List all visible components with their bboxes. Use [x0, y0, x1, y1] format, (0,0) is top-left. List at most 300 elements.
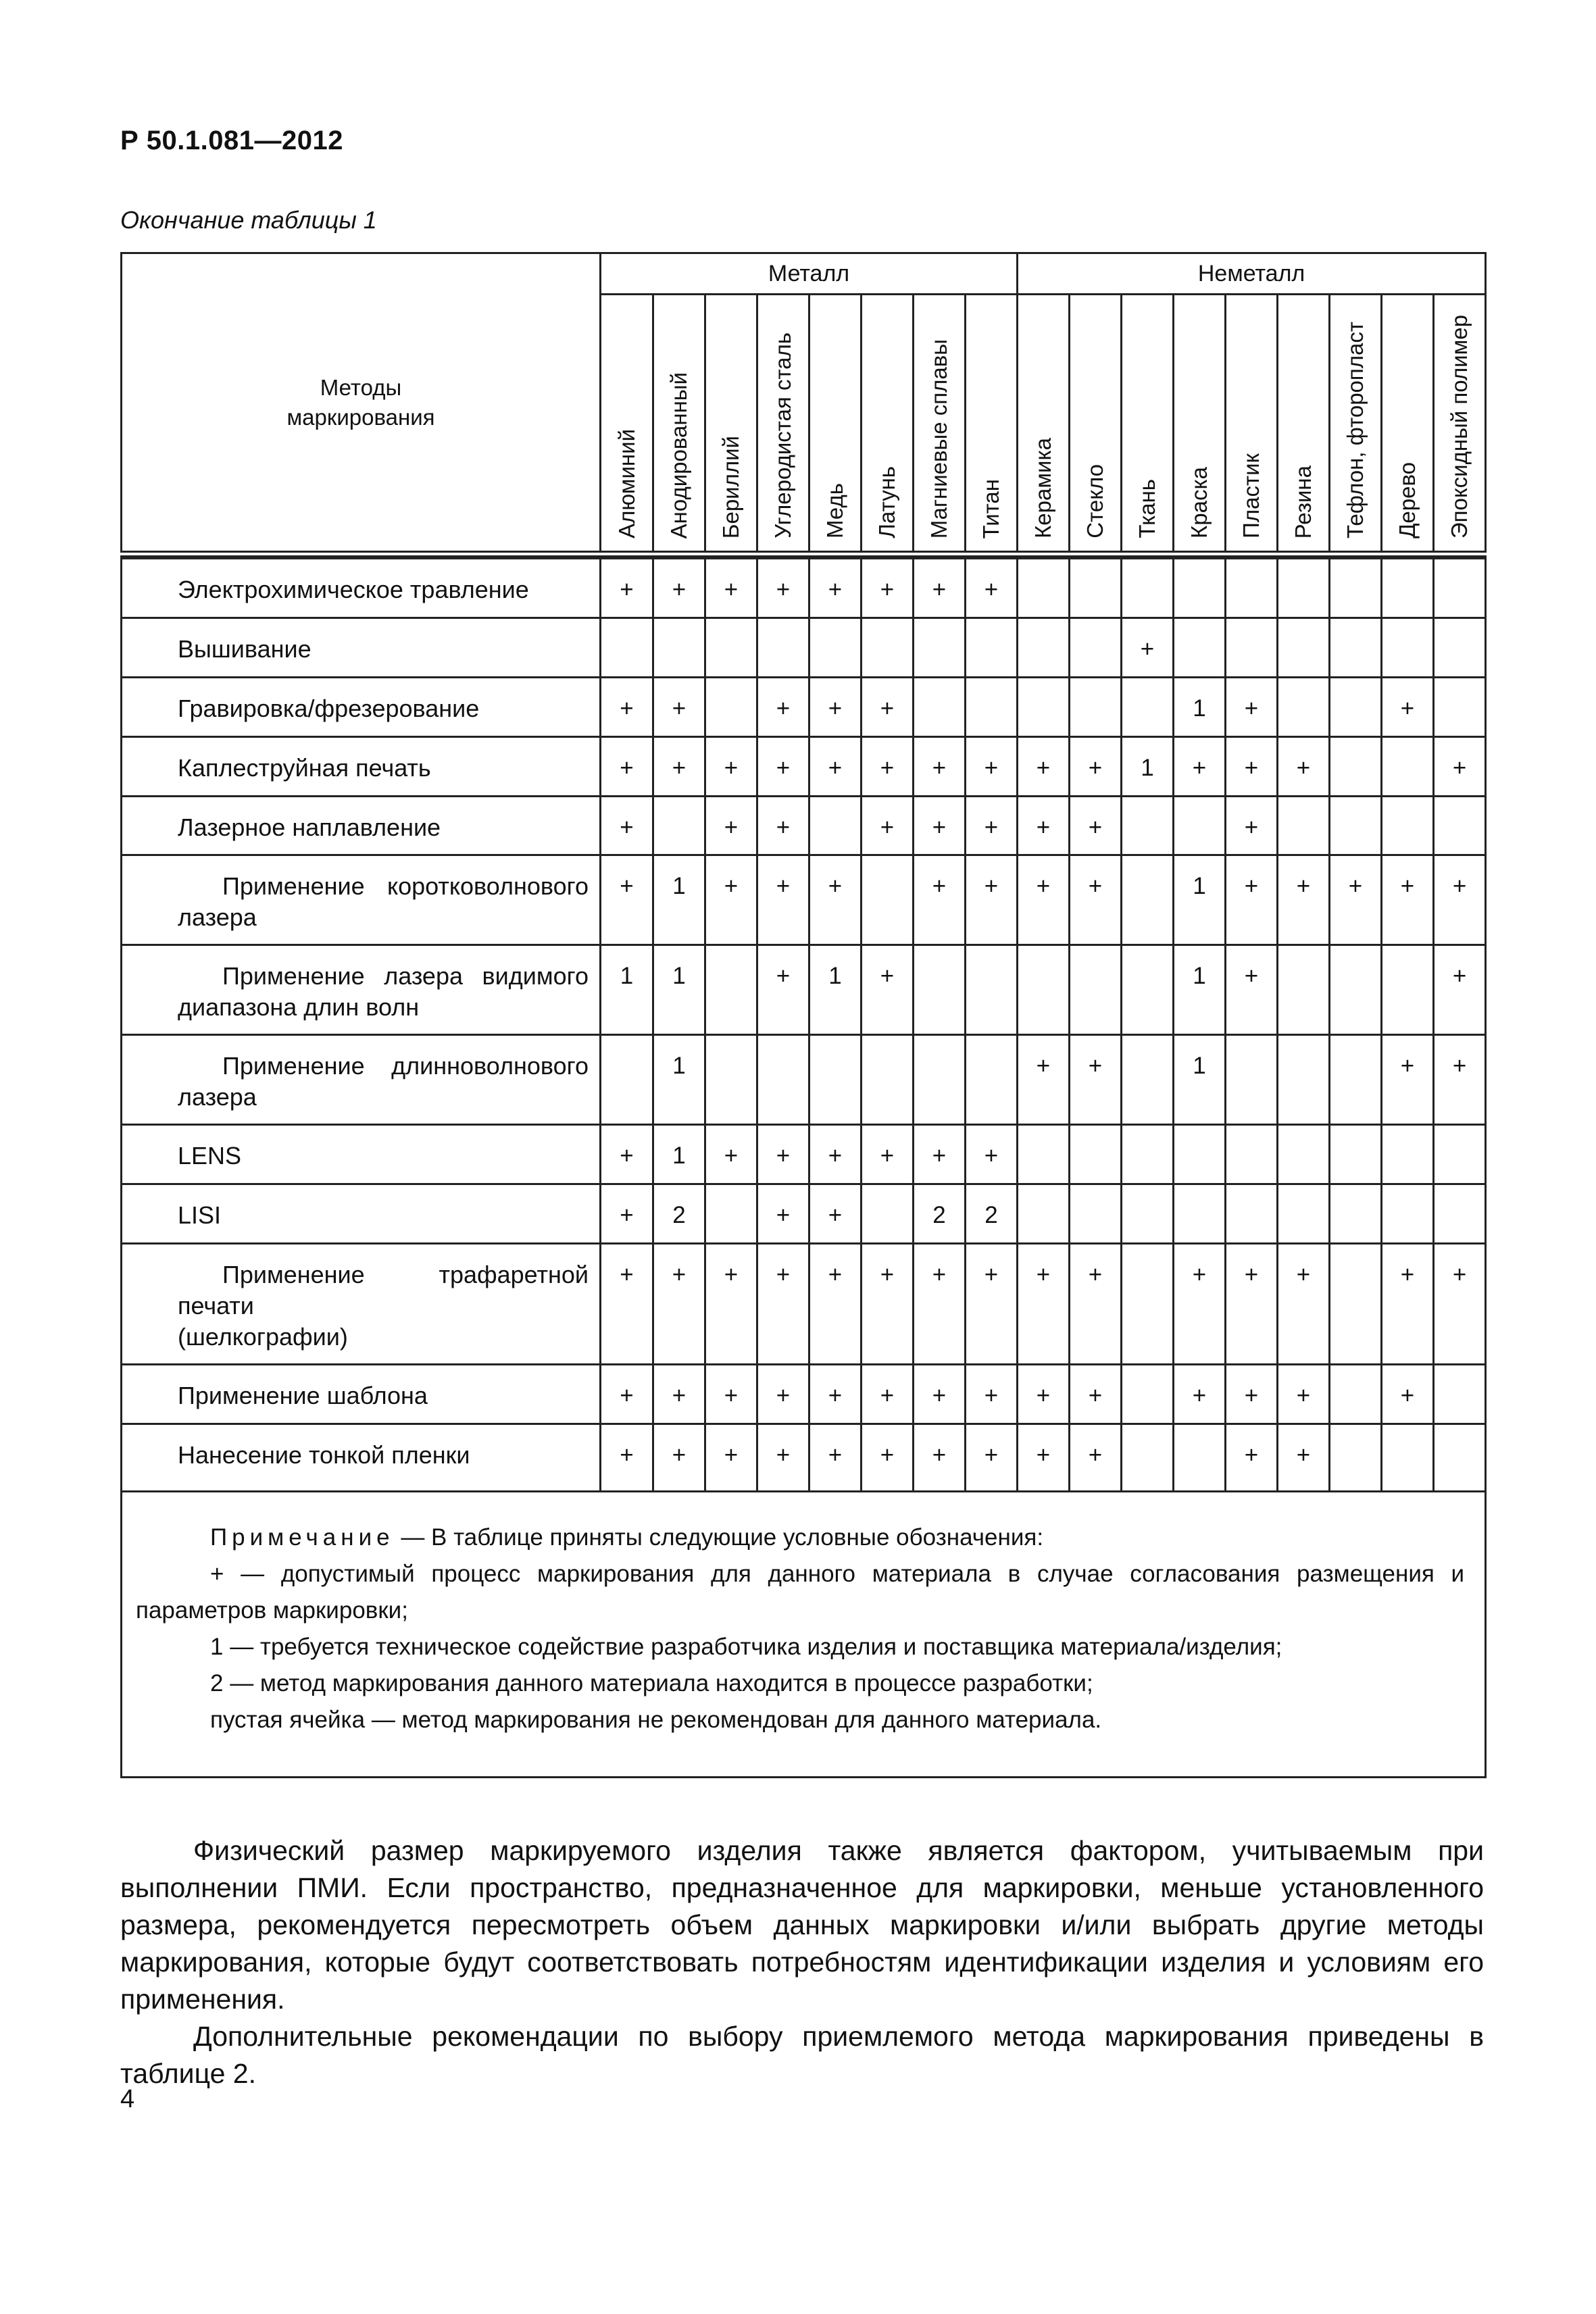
material-column-header [1174, 295, 1226, 555]
value-cell: 1 [1174, 855, 1226, 945]
value-cell: + [1018, 797, 1070, 855]
value-cell [1382, 618, 1434, 678]
material-column-label: Резина [1291, 465, 1316, 538]
value-cell: + [1018, 737, 1070, 797]
value-cell: + [1018, 1365, 1070, 1424]
value-cell [1382, 797, 1434, 855]
value-cell: + [1070, 1424, 1122, 1492]
material-column-header [1382, 295, 1434, 555]
value-cell [705, 945, 757, 1035]
value-cell: + [1070, 855, 1122, 945]
value-cell [1174, 1125, 1226, 1184]
value-cell [1018, 1184, 1070, 1244]
material-column-label: Медь [822, 483, 847, 538]
value-cell [1330, 618, 1382, 678]
value-cell: + [1434, 737, 1486, 797]
value-cell: 1 [601, 945, 653, 1035]
value-cell [1330, 737, 1382, 797]
value-cell: + [966, 1365, 1018, 1424]
value-cell: + [1278, 1424, 1330, 1492]
value-cell: 1 [1174, 678, 1226, 737]
value-cell: + [1122, 618, 1174, 678]
value-cell: + [757, 1365, 809, 1424]
value-cell [1070, 618, 1122, 678]
value-cell: 1 [653, 855, 705, 945]
method-name-line: лазера [178, 903, 257, 931]
note-line: 1 — требуется техническое содействие разработчика изделия и поставщика материала/изделия; [210, 1634, 1282, 1660]
value-cell: + [914, 559, 966, 618]
value-cell: + [809, 1125, 862, 1184]
material-column-header [914, 295, 966, 555]
material-column-label: Керамика [1030, 438, 1056, 538]
material-column-label: Краска [1187, 467, 1212, 538]
method-name-cell [122, 1424, 601, 1492]
value-cell: + [705, 855, 757, 945]
value-cell [705, 1184, 757, 1244]
value-cell [1174, 618, 1226, 678]
value-cell [914, 678, 966, 737]
table-row [122, 1125, 1486, 1184]
material-column-header [1070, 295, 1122, 555]
value-cell [757, 618, 809, 678]
material-column-header [1278, 295, 1330, 555]
value-cell: + [862, 797, 914, 855]
value-cell [914, 618, 966, 678]
value-cell [1278, 678, 1330, 737]
method-name-line: лазера [178, 1083, 257, 1111]
note-intro-text: — В таблице приняты следующие условные обозначения: [394, 1524, 1044, 1551]
value-cell: + [966, 797, 1018, 855]
value-cell: + [757, 737, 809, 797]
method-name-cell [122, 737, 601, 797]
value-cell: + [862, 1424, 914, 1492]
method-name-line: Электрохимическое травление [178, 576, 529, 603]
value-cell: + [1018, 855, 1070, 945]
material-column-label: Углеродистая сталь [770, 332, 795, 538]
table-row [122, 1424, 1486, 1492]
material-column-header [757, 295, 809, 555]
value-cell: 1 [653, 1125, 705, 1184]
body-paragraph: Физический размер маркируемого изделия также является фактором, учитываемым при выполнении ПМИ. Если пространство, предназначенное для маркировки, меньше установленного размера, рекомендуется пересмотреть объем данных маркировки и/или выбрать другие методы маркирования, которые будут соответствовать потребностям идентификации изделия и условиям его применения. [120, 1835, 1484, 2015]
value-cell [1382, 1424, 1434, 1492]
value-cell [1018, 1125, 1070, 1184]
value-cell: + [1226, 855, 1278, 945]
value-cell: + [705, 559, 757, 618]
value-cell: + [1226, 945, 1278, 1035]
material-column-header [653, 295, 705, 555]
value-cell: 1 [809, 945, 862, 1035]
value-cell [705, 618, 757, 678]
value-cell [705, 678, 757, 737]
value-cell [601, 1035, 653, 1125]
value-cell: + [1226, 737, 1278, 797]
value-cell: + [601, 559, 653, 618]
material-column-header [1330, 295, 1382, 555]
value-cell: + [966, 855, 1018, 945]
value-cell: + [862, 737, 914, 797]
methods-header-line: Методы [320, 374, 402, 400]
value-cell [1434, 1424, 1486, 1492]
method-name-line: Нанесение тонкой пленки [178, 1441, 470, 1469]
value-cell: 2 [914, 1184, 966, 1244]
table-row [122, 855, 1486, 945]
value-cell [1330, 678, 1382, 737]
value-cell: 1 [653, 1035, 705, 1125]
value-cell [862, 1184, 914, 1244]
value-cell [705, 1035, 757, 1125]
value-cell [862, 618, 914, 678]
value-cell [1122, 559, 1174, 618]
value-cell [1434, 1365, 1486, 1424]
value-cell [1226, 1125, 1278, 1184]
value-cell: + [809, 1424, 862, 1492]
value-cell [809, 618, 862, 678]
material-column-label: Дерево [1395, 462, 1420, 538]
value-cell [1070, 1184, 1122, 1244]
value-cell [1382, 945, 1434, 1035]
value-cell: + [809, 678, 862, 737]
value-cell: + [1174, 737, 1226, 797]
value-cell: + [862, 678, 914, 737]
method-name-cell [122, 1244, 601, 1365]
table-row [122, 618, 1486, 678]
value-cell [1330, 945, 1382, 1035]
value-cell: + [914, 1365, 966, 1424]
value-cell: + [1226, 678, 1278, 737]
value-cell: + [862, 1365, 914, 1424]
material-column-label: Латунь [874, 466, 899, 538]
value-cell: + [966, 1244, 1018, 1365]
value-cell: + [757, 1125, 809, 1184]
table-row [122, 1365, 1486, 1424]
method-name-cell [122, 1125, 601, 1184]
value-cell: 1 [1174, 1035, 1226, 1125]
value-cell [1330, 1244, 1382, 1365]
method-name-cell [122, 559, 601, 618]
note-line: + — допустимый процесс маркирования для данного материала в случае согласования размещения и [210, 1561, 1465, 1587]
value-cell: + [1226, 1244, 1278, 1365]
value-cell [1434, 678, 1486, 737]
value-cell: + [601, 1125, 653, 1184]
value-cell [601, 618, 653, 678]
material-column-label: Титан [978, 478, 1003, 538]
table-row [122, 1035, 1486, 1125]
method-name-line: Применение длинноволнового [222, 1052, 589, 1080]
value-cell: + [601, 855, 653, 945]
value-cell [1434, 1184, 1486, 1244]
value-cell: + [757, 1424, 809, 1492]
value-cell [1434, 1125, 1486, 1184]
material-column-header [705, 295, 757, 555]
value-cell: 1 [1122, 737, 1174, 797]
method-name-cell [122, 618, 601, 678]
value-cell [1382, 1184, 1434, 1244]
value-cell: + [757, 797, 809, 855]
value-cell [1070, 1125, 1122, 1184]
table-row [122, 945, 1486, 1035]
value-cell [1122, 1244, 1174, 1365]
value-cell: + [1434, 945, 1486, 1035]
value-cell [809, 1035, 862, 1125]
value-cell [757, 1035, 809, 1125]
value-cell [1434, 797, 1486, 855]
method-name-line: Применение коротковолнового [222, 872, 589, 900]
value-cell: + [809, 855, 862, 945]
table-row [122, 678, 1486, 737]
value-cell [1330, 1125, 1382, 1184]
value-cell [966, 1035, 1018, 1125]
group-header-nonmetal: Неметалл [1018, 253, 1486, 295]
table-note [122, 1492, 1486, 1778]
value-cell [653, 797, 705, 855]
material-column-header [1018, 295, 1070, 555]
value-cell: + [862, 1125, 914, 1184]
method-name-line: LISI [178, 1201, 222, 1229]
value-cell: + [966, 737, 1018, 797]
note-line: параметров маркировки; [136, 1597, 408, 1624]
value-cell [1330, 1365, 1382, 1424]
material-column-label: Ткань [1134, 479, 1160, 538]
value-cell: + [914, 1244, 966, 1365]
value-cell: + [1382, 678, 1434, 737]
value-cell [1330, 1035, 1382, 1125]
value-cell: + [705, 1125, 757, 1184]
value-cell: + [601, 1424, 653, 1492]
note-label: Примечание [210, 1524, 395, 1551]
value-cell [1382, 1125, 1434, 1184]
value-cell [1070, 559, 1122, 618]
value-cell [1434, 618, 1486, 678]
value-cell: + [705, 1424, 757, 1492]
value-cell: + [1174, 1244, 1226, 1365]
value-cell: + [601, 797, 653, 855]
value-cell: + [1018, 1035, 1070, 1125]
value-cell: + [601, 1365, 653, 1424]
method-name-line: Вышивание [178, 635, 311, 663]
method-name-cell [122, 945, 601, 1035]
value-cell [914, 945, 966, 1035]
value-cell: + [966, 559, 1018, 618]
value-cell [1070, 945, 1122, 1035]
value-cell [1122, 855, 1174, 945]
table-row [122, 559, 1486, 618]
value-cell: + [1330, 855, 1382, 945]
material-column-header [966, 295, 1018, 555]
value-cell: + [1070, 737, 1122, 797]
value-cell [1278, 1125, 1330, 1184]
method-name-cell [122, 1035, 601, 1125]
value-cell: + [757, 678, 809, 737]
value-cell [966, 945, 1018, 1035]
value-cell: + [1278, 737, 1330, 797]
value-cell [1382, 737, 1434, 797]
value-cell: + [1382, 1035, 1434, 1125]
value-cell: + [862, 945, 914, 1035]
note-line: 2 — метод маркирования данного материала находится в процессе разработки; [210, 1670, 1093, 1696]
value-cell: + [1278, 855, 1330, 945]
value-cell: + [653, 1244, 705, 1365]
value-cell: + [757, 559, 809, 618]
value-cell: + [862, 559, 914, 618]
value-cell: + [1434, 855, 1486, 945]
method-name-line: (шелкографии) [178, 1323, 348, 1351]
value-cell: + [653, 678, 705, 737]
value-cell [1330, 1424, 1382, 1492]
material-column-label: Эпоксидный полимер [1447, 314, 1472, 538]
value-cell [1122, 1035, 1174, 1125]
note-line: пустая ячейка — метод маркирования не рекомендован для данного материала. [210, 1707, 1102, 1733]
table-caption: Окончание таблицы 1 [120, 206, 377, 234]
value-cell: + [914, 1424, 966, 1492]
value-cell: + [757, 1244, 809, 1365]
value-cell [862, 855, 914, 945]
value-cell: + [809, 1184, 862, 1244]
page-number: 4 [120, 2085, 135, 2113]
value-cell: 1 [653, 945, 705, 1035]
value-cell: + [862, 1244, 914, 1365]
method-name-line: Применение шаблона [178, 1382, 428, 1409]
material-column-label: Магниевые сплавы [926, 338, 951, 538]
material-column-header [1226, 295, 1278, 555]
value-cell [1122, 797, 1174, 855]
value-cell [1278, 559, 1330, 618]
value-cell [1226, 559, 1278, 618]
body-paragraph: Дополнительные рекомендации по выбору приемлемого метода маркирования приведены в таблице 2. [120, 2021, 1484, 2089]
value-cell: + [1070, 1035, 1122, 1125]
value-cell: 2 [966, 1184, 1018, 1244]
value-cell [1122, 945, 1174, 1035]
value-cell: + [809, 559, 862, 618]
value-cell: + [1226, 1365, 1278, 1424]
value-cell [1226, 618, 1278, 678]
material-column-label: Стекло [1082, 464, 1108, 538]
value-cell [1018, 559, 1070, 618]
value-cell: + [1382, 1365, 1434, 1424]
value-cell: + [1070, 797, 1122, 855]
value-cell: + [1278, 1244, 1330, 1365]
value-cell [1122, 1184, 1174, 1244]
value-cell [862, 1035, 914, 1125]
method-name-line: диапазона длин волн [178, 993, 420, 1021]
value-cell: + [914, 855, 966, 945]
table-row [122, 737, 1486, 797]
value-cell: + [705, 797, 757, 855]
material-column-header [1122, 295, 1174, 555]
table-row [122, 1184, 1486, 1244]
material-column-header [601, 295, 653, 555]
value-cell [1122, 1125, 1174, 1184]
value-cell [1070, 678, 1122, 737]
material-column-header [862, 295, 914, 555]
method-name-cell [122, 1184, 601, 1244]
body-text [120, 1832, 1484, 2092]
value-cell [809, 797, 862, 855]
value-cell: + [1070, 1365, 1122, 1424]
value-cell: + [653, 737, 705, 797]
value-cell: + [705, 1244, 757, 1365]
value-cell [966, 678, 1018, 737]
value-cell: + [914, 737, 966, 797]
method-name-cell [122, 1365, 601, 1424]
value-cell [1278, 1035, 1330, 1125]
method-name-line: Применение трафаретной печати [178, 1261, 589, 1319]
method-name-line: LENS [178, 1142, 242, 1169]
note-row [122, 1492, 1486, 1778]
value-cell: + [705, 737, 757, 797]
value-cell: + [757, 855, 809, 945]
material-column-label: Бериллий [718, 435, 743, 538]
method-name-line: Каплеструйная печать [178, 754, 431, 782]
table-row [122, 797, 1486, 855]
marking-methods-table [120, 252, 1487, 1778]
value-cell: + [809, 737, 862, 797]
value-cell: + [705, 1365, 757, 1424]
value-cell [1278, 797, 1330, 855]
value-cell: + [1434, 1244, 1486, 1365]
value-cell [1174, 797, 1226, 855]
value-cell: 1 [1174, 945, 1226, 1035]
method-name-cell [122, 797, 601, 855]
value-cell [1330, 797, 1382, 855]
value-cell [1330, 1184, 1382, 1244]
value-cell: + [757, 945, 809, 1035]
value-cell: + [601, 678, 653, 737]
table-row [122, 1244, 1486, 1365]
material-column-header [809, 295, 862, 555]
value-cell: + [653, 559, 705, 618]
value-cell: + [966, 1424, 1018, 1492]
value-cell: + [601, 737, 653, 797]
value-cell: + [914, 1125, 966, 1184]
value-cell: + [966, 1125, 1018, 1184]
method-name-line: Применение лазера видимого [222, 962, 589, 990]
value-cell [1382, 559, 1434, 618]
value-cell: + [653, 1424, 705, 1492]
value-cell: + [1018, 1244, 1070, 1365]
value-cell: + [1018, 1424, 1070, 1492]
group-header-metal: Металл [601, 253, 1018, 295]
value-cell [653, 618, 705, 678]
value-cell [1226, 1035, 1278, 1125]
value-cell: + [1070, 1244, 1122, 1365]
value-cell [1278, 618, 1330, 678]
value-cell: + [601, 1244, 653, 1365]
value-cell: + [653, 1365, 705, 1424]
value-cell [1434, 559, 1486, 618]
material-column-header [1434, 295, 1486, 555]
value-cell [1174, 559, 1226, 618]
value-cell [1018, 618, 1070, 678]
value-cell: + [809, 1365, 862, 1424]
material-column-label: Тефлон, фторопласт [1343, 322, 1368, 538]
material-column-label: Пластик [1239, 453, 1264, 538]
value-cell [966, 618, 1018, 678]
value-cell [914, 1035, 966, 1125]
value-cell [1018, 945, 1070, 1035]
value-cell: + [601, 1184, 653, 1244]
value-cell: + [1226, 797, 1278, 855]
methods-column-header [122, 253, 601, 555]
value-cell [1122, 1424, 1174, 1492]
value-cell: + [1278, 1365, 1330, 1424]
value-cell [1018, 678, 1070, 737]
methods-header-line: маркирования [286, 404, 435, 430]
value-cell [1174, 1424, 1226, 1492]
method-name-line: Гравировка/фрезерование [178, 695, 480, 722]
value-cell: + [1382, 1244, 1434, 1365]
material-column-label: Алюминий [614, 429, 639, 538]
value-cell [1278, 1184, 1330, 1244]
